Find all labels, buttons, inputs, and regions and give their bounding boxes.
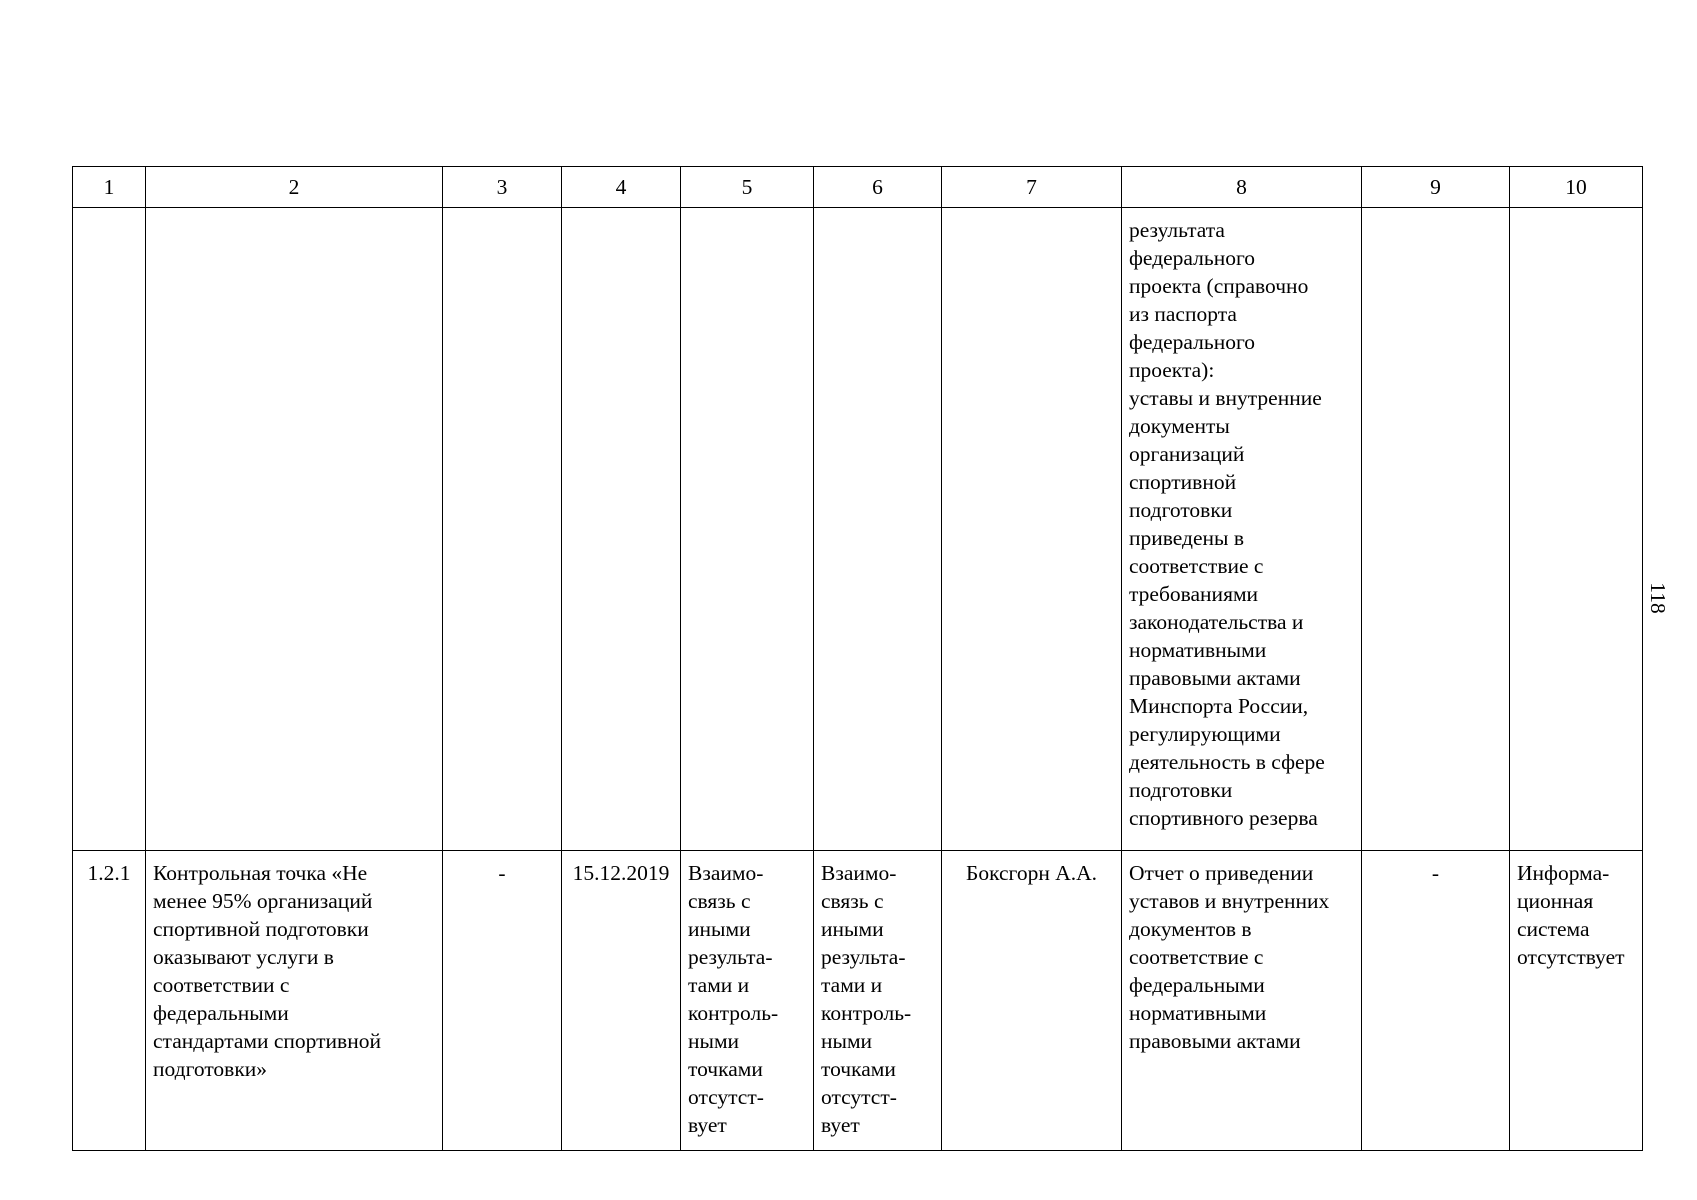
header-cell-7: 7 <box>942 167 1122 208</box>
continuation-cell-7 <box>942 208 1122 851</box>
row-col8-cell: Отчет о приведении уставов и внутренних документов в соответствие с федеральными нормативными правовыми актами <box>1122 851 1362 1151</box>
row-col10-cell: Информа- ционная система отсутствует <box>1510 851 1643 1151</box>
row-id-cell: 1.2.1 <box>73 851 146 1151</box>
header-cell-3: 3 <box>443 167 562 208</box>
continuation-cell-5 <box>681 208 814 851</box>
continuation-cell-4 <box>562 208 681 851</box>
table-header-row <box>73 167 1643 208</box>
continuation-cell-8: результата федерального проекта (справочно из паспорта федерального проекта): уставы и внутренние документы организаций спортивной подготовки приведены в соответствие с требованиями законодательства и нормативными правовыми актами Минспорта России, регулирующими деятельность в сфере подготовки спортивного резерва <box>1122 208 1362 851</box>
header-cell-6: 6 <box>814 167 942 208</box>
continuation-cell-10 <box>1510 208 1643 851</box>
header-cell-8: 8 <box>1122 167 1362 208</box>
continuation-cell-1 <box>73 208 146 851</box>
table-row-1-2-1 <box>73 851 1643 1151</box>
header-cell-1: 1 <box>73 167 146 208</box>
header-cell-2: 2 <box>146 167 443 208</box>
continuation-row <box>73 208 1643 851</box>
row-col5-cell: Взаимо- связь с иными результа- тами и контроль- ными точками отсутст- вует <box>681 851 814 1151</box>
document-table <box>72 166 1643 1151</box>
row-col9-cell: - <box>1362 851 1510 1151</box>
header-cell-9: 9 <box>1362 167 1510 208</box>
row-col6-cell: Взаимо- связь с иными результа- тами и контроль- ными точками отсутст- вует <box>814 851 942 1151</box>
row-col3-cell: - <box>443 851 562 1151</box>
header-cell-5: 5 <box>681 167 814 208</box>
header-cell-4: 4 <box>562 167 681 208</box>
continuation-cell-3 <box>443 208 562 851</box>
row-responsible-cell: Боксгорн А.А. <box>942 851 1122 1151</box>
continuation-cell-2 <box>146 208 443 851</box>
page-number-text: 118 <box>1646 582 1670 614</box>
header-cell-10: 10 <box>1510 167 1643 208</box>
row-date-cell: 15.12.2019 <box>562 851 681 1151</box>
continuation-cell-6 <box>814 208 942 851</box>
row-name-cell: Контрольная точка «Не менее 95% организаций спортивной подготовки оказывают услуги в соответствии с федеральными стандартами спортивной подготовки» <box>146 851 443 1151</box>
continuation-cell-9 <box>1362 208 1510 851</box>
